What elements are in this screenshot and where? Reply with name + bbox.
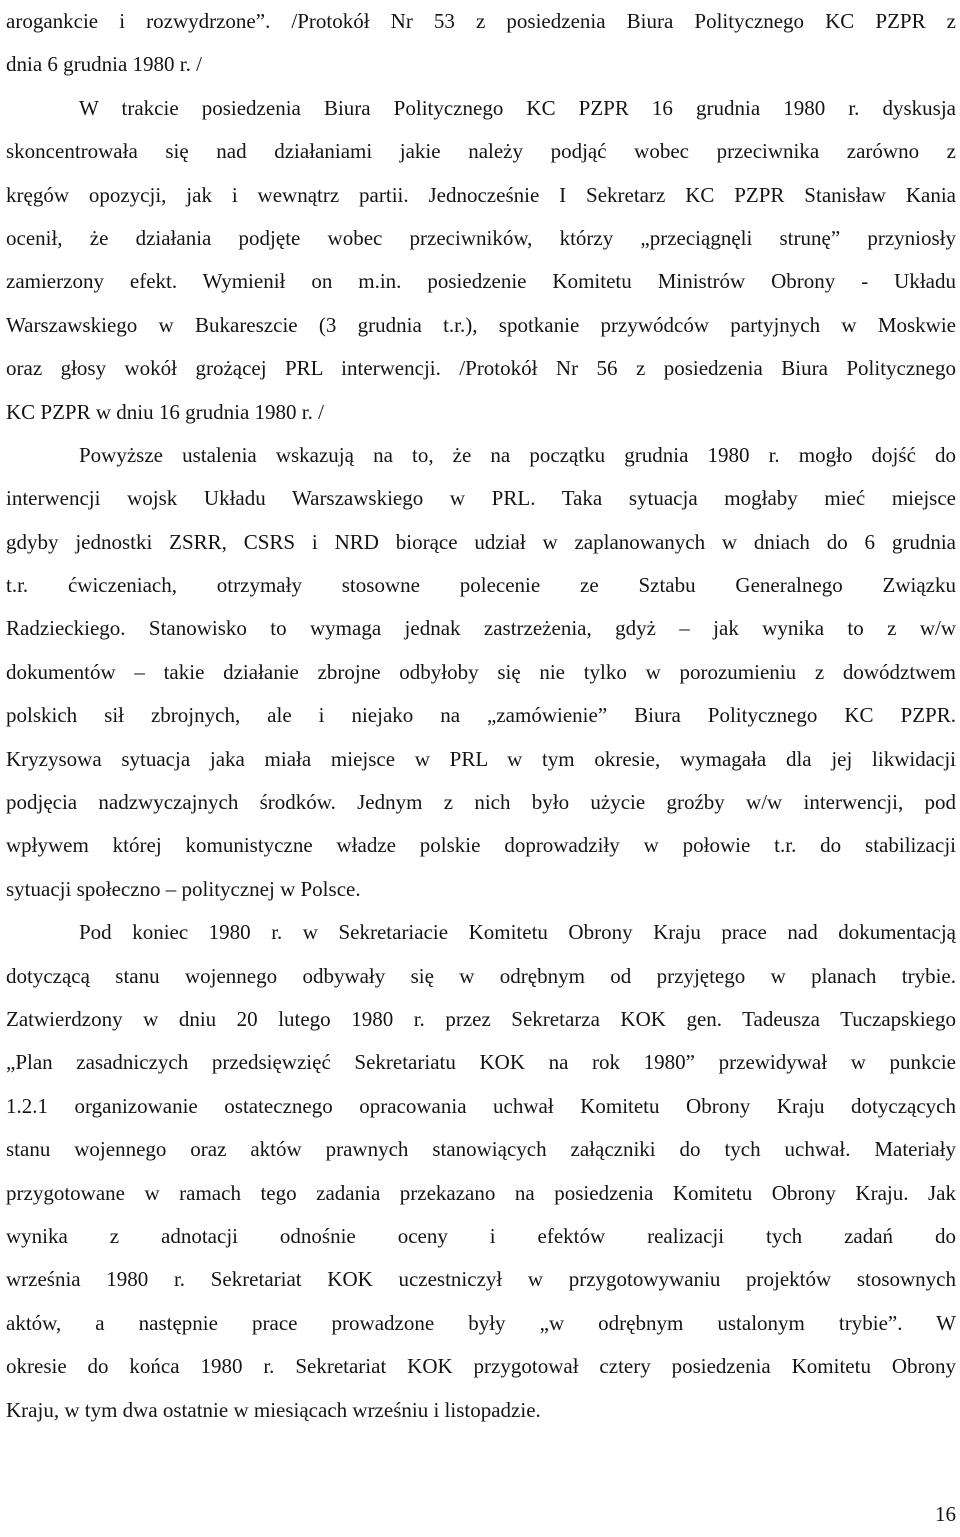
text-line: arogankcie i rozwydrzone”. /Protokół Nr 53 z posiedzenia Biura Politycznego KC PZPR z [6,9,956,33]
text-line: dotyczącą stanu wojennego odbywały się w odrębnym od przyjętego w planach trybie. [6,963,956,988]
text-line: oraz głosy wokół grożącej PRL interwencji. /Protokół Nr 56 z posiedzenia Biura Politycznego [6,356,956,381]
text-line: ocenił, że działania podjęte wobec przeciwników, którzy „przeciągnęli strunę” przyniosły [6,225,956,250]
text-line: wpływem której komunistyczne władze polskie doprowadziły w połowie t.r. do stabilizacji [6,833,956,858]
text-line: sytuacji społeczno – politycznej w Polsce. [6,876,361,901]
text-line: podjęcia nadzwyczajnych środków. Jednym z nich było użycie groźby w/w interwencji, pod [6,790,956,815]
text-line: Zatwierdzony w dniu 20 lutego 1980 r. przez Sekretarza KOK gen. Tadeusza Tuczapskiego [6,1006,956,1031]
text-line: września 1980 r. Sekretariat KOK uczestniczył w przygotowywaniu projektów stosownych [6,1267,956,1292]
text-line: interwencji wojsk Układu Warszawskiego w PRL. Taka sytuacja mogłaby mieć miejsce [6,486,956,511]
text-line: Kryzysowa sytuacja jaka miała miejsce w PRL w tym okresie, wymagała dla jej likwidacji [6,746,956,771]
text-line: stanu wojennego oraz aktów prawnych stanowiących załączniki do tych uchwał. Materiały [6,1137,956,1162]
text-line: gdyby jednostki ZSRR, CSRS i NRD biorące udział w zaplanowanych w dniach do 6 grudnia [6,529,956,554]
text-line: Pod koniec 1980 r. w Sekretariacie Komitetu Obrony Kraju prace nad dokumentacją [79,920,956,945]
text-line: „Plan zasadniczych przedsięwzięć Sekretariatu KOK na rok 1980” przewidywał w punkcie [6,1050,956,1075]
text-line: kręgów opozycji, jak i wewnątrz partii. Jednocześnie I Sekretarz KC PZPR Stanisław Kania [6,182,956,207]
text-line: przygotowane w ramach tego zadania przekazano na posiedzenia Komitetu Obrony Kraju. Jak [6,1180,956,1205]
text-line: Powyższe ustalenia wskazują na to, że na początku grudnia 1980 r. mogło dojść do [79,442,956,467]
text-line: W trakcie posiedzenia Biura Politycznego KC PZPR 16 grudnia 1980 r. dyskusja [79,95,956,120]
text-line: KC PZPR w dniu 16 grudnia 1980 r. / [6,399,324,424]
text-line: Kraju, w tym dwa ostatnie w miesiącach wrześniu i listopadzie. [6,1397,541,1422]
text-line: 1.2.1 organizowanie ostatecznego opracowania uchwał Komitetu Obrony Kraju dotyczących [6,1093,956,1118]
body-text [6,0,956,1432]
text-line: aktów, a następnie prace prowadzone były „w odrębnym ustalonym trybie”. W [6,1310,956,1335]
page-number: 16 [935,1502,956,1526]
text-line: polskich sił zbrojnych, ale i niejako na „zamówienie” Biura Politycznego KC PZPR. [6,703,956,728]
text-line: dokumentów – takie działanie zbrojne odbyłoby się nie tylko w porozumieniu z dowództwem [6,659,956,684]
text-line: skoncentrowała się nad działaniami jakie należy podjąć wobec przeciwnika zarówno z [6,139,956,164]
text-line: okresie do końca 1980 r. Sekretariat KOK przygotował cztery posiedzenia Komitetu Obrony [6,1354,956,1379]
text-line: dnia 6 grudnia 1980 r. / [6,52,202,77]
text-line: Warszawskiego w Bukareszcie (3 grudnia t.r.), spotkanie przywódców partyjnych w Moskwie [6,312,956,337]
text-line: Radzieckiego. Stanowisko to wymaga jednak zastrzeżenia, gdyż – jak wynika to z w/w [6,616,956,641]
text-line: t.r. ćwiczeniach, otrzymały stosowne polecenie ze Sztabu Generalnego Związku [6,573,956,598]
text-line: zamierzony efekt. Wymienił on m.in. posiedzenie Komitetu Ministrów Obrony - Układu [6,269,956,294]
text-line: wynika z adnotacji odnośnie oceny i efektów realizacji tych zadań do [6,1223,956,1248]
